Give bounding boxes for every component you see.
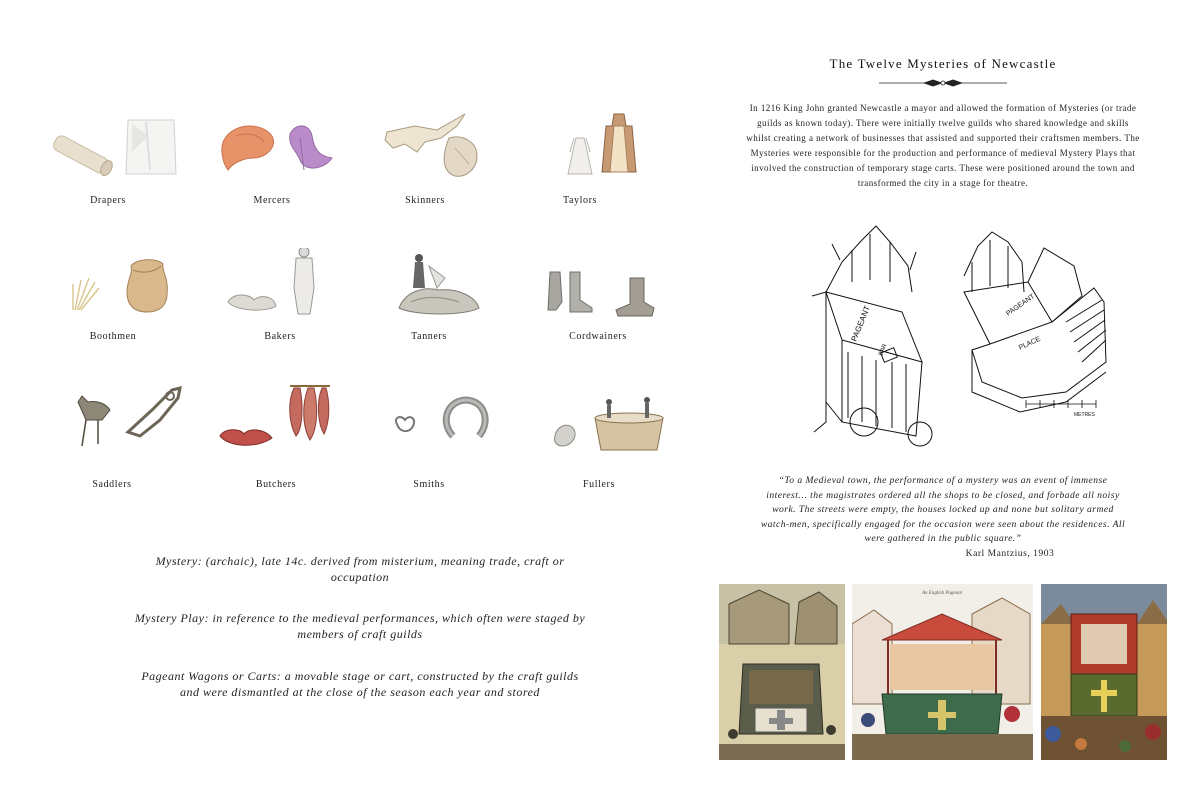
- quote-line: were gathered in the public square.”: [864, 533, 1022, 545]
- quote-line: “To a Medieval town, the performance of a mystery was an event of immense: [778, 475, 1108, 486]
- guild-drapers: [28, 112, 188, 222]
- definition-line: Pageant Wagons or Carts: a movable stage or cart, constructed by the craft guilds: [141, 669, 579, 683]
- sketch-label-metres: METRES: [1074, 412, 1095, 418]
- sketch-label-plan-pageant: PAGEANT: [1005, 293, 1037, 318]
- page-title: The Twelve Mysteries of Newcastle: [829, 56, 1057, 71]
- painting-caption: An English Pageant: [922, 591, 962, 596]
- definition-line: occupation: [330, 570, 390, 584]
- title-ornament-icon: [863, 78, 1023, 88]
- historical-quote: [740, 474, 1146, 547]
- saddle-icon: [32, 380, 192, 460]
- tanner-hides-icon: [349, 248, 509, 328]
- definition-line: and were dismantled at the close of the season each year and stored: [180, 685, 540, 699]
- guild-label: Bakers: [264, 331, 296, 342]
- guild-label: Boothmen: [89, 331, 137, 342]
- guild-mercers: [192, 112, 352, 222]
- guild-smiths: [349, 380, 509, 490]
- guild-label: Tanners: [411, 331, 447, 342]
- pageant-wagon-painting-icon: [852, 584, 1033, 760]
- guild-label: Smiths: [413, 479, 445, 490]
- horseshoe-icon: [349, 380, 509, 460]
- guild-boothmen: [33, 248, 193, 358]
- quote-line: work. The streets were empty, the houses locked up and none but solitary armed: [772, 504, 1114, 516]
- guild-tanners: [349, 248, 509, 358]
- pageant-engraving-icon: [719, 584, 845, 760]
- guild-label: Mercers: [253, 195, 291, 206]
- definition-pageant-wagons: [120, 668, 600, 700]
- intro-line: guilds as known today). There were initially twelve guilds who shared knowledge and skills: [757, 118, 1129, 128]
- pageant-stage-painting-icon: [1041, 584, 1167, 760]
- intro-line: involved the construction of temporary stage carts. These were positioned around the town and: [751, 163, 1135, 173]
- cloth-roll-icon: [28, 112, 188, 192]
- intro-line: In 1216 King John granted Newcastle a mayor and allowed the formation of Mysteries (or trade: [749, 103, 1137, 113]
- sketch-label-place: PLACE: [1017, 335, 1042, 352]
- guild-butchers: [196, 380, 356, 490]
- animal-hide-icon: [345, 112, 505, 192]
- guild-label: Butchers: [255, 479, 297, 490]
- intro-line: Mysteries were responsible for the production and performance of medieval Mystery Plays that: [750, 148, 1136, 158]
- quote-attribution: Karl Mantzius, 1903: [965, 548, 1055, 559]
- definition-mystery: [120, 553, 600, 585]
- definition-line: Mystery: (archaic), late 14c. derived from misterium, meaning trade, craft or: [155, 554, 565, 568]
- grain-sack-icon: [33, 248, 193, 328]
- intro-line: whilst creating a network of businesses that assisted and supported their craftsmen members. The: [746, 133, 1140, 143]
- sketch-label-pageant: PAGEANT: [849, 304, 872, 343]
- quote-line: interest… the magistrates ordered all the shops to be closed, and forbade all noisy: [766, 489, 1120, 501]
- definition-mystery-play: [120, 610, 600, 642]
- guild-label: Taylors: [562, 195, 598, 206]
- guild-bakers: [200, 248, 360, 358]
- pageant-wagon-sketch: [812, 222, 1112, 448]
- right-page: [600, 0, 1200, 800]
- guild-label: Skinners: [405, 195, 445, 206]
- definition-line: Mystery Play: in reference to the medieval performances, which often were staged by: [134, 611, 586, 625]
- meat-icon: [196, 380, 356, 460]
- definition-line: members of craft guilds: [297, 627, 423, 641]
- guild-skinners: [345, 112, 505, 222]
- guild-label: Fullers: [583, 479, 615, 490]
- intro-paragraph: [730, 101, 1156, 191]
- quote-line: watch-men, specifically engaged for the occasion were seen about the residences. All: [760, 518, 1126, 530]
- baker-peel-icon: [200, 248, 360, 328]
- guild-saddlers: [32, 380, 192, 490]
- intro-line: transformed the city in a stage for theatre.: [857, 178, 1029, 188]
- sketch-label-bar: BAR: [878, 343, 889, 357]
- guild-label: Cordwainers: [569, 331, 627, 342]
- guild-label: Saddlers: [92, 479, 132, 490]
- guild-label: Drapers: [90, 195, 126, 206]
- silk-scarf-icon: [192, 112, 352, 192]
